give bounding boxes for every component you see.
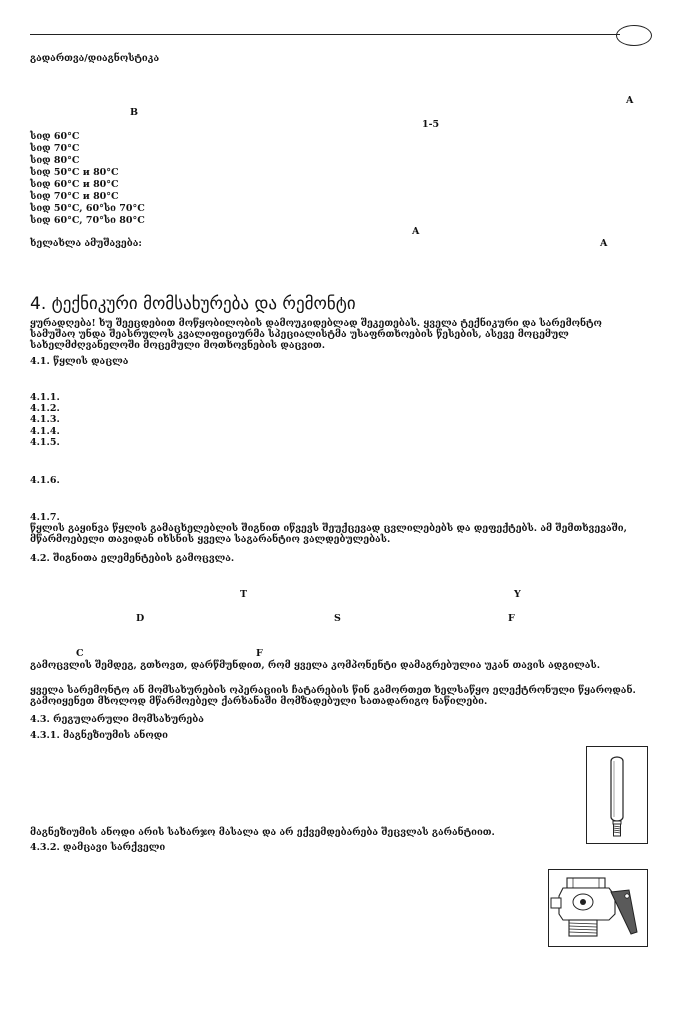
step-number: 4.1.4. (30, 426, 60, 437)
marker-t: T (240, 589, 248, 600)
anode-image (586, 746, 648, 844)
marker-a: A (412, 226, 420, 237)
subsection-title: 4.1. წყლის დაცლა (30, 356, 129, 367)
temp-item: სიდ 70°C (30, 143, 80, 154)
intro-line: ყურადღება! ხუ შეეცდებით მოწყობილობის დამოუკიდებლად შეკეთებას. ყველა ტექნიკური და სარემონტო (30, 318, 602, 329)
temp-item: სიდ 60°C, 70°სი 80°C (30, 215, 145, 226)
anode-rod-icon (587, 747, 647, 843)
temp-item: სიდ 60°C (30, 131, 80, 142)
step-number: 4.1.6. (30, 475, 60, 486)
service-line: გამოიყენეთ მხოლოდ მწარმოებელ ქარხანაში მომზადებული სათადარიგო ნაწილები. (30, 696, 488, 707)
temp-item: სიდ 70°C и 80°C (30, 191, 119, 202)
marker-s: S (334, 613, 341, 624)
marker-d: D (136, 613, 145, 624)
subsection-title: 4.3.2. დამცავი სარქველი (30, 842, 166, 853)
marker-y: Y (514, 589, 521, 600)
warning-line: წყლის გაყინვა წყლის გამაცხელებლის შიგნით იწვევს შეუქცევად ცვლილებებს და დეფექტებს. ამ შემთხვევაში, (30, 523, 627, 534)
reassembly-text: გამოცვლის შემდეგ, გთხოვთ, დარწმუნდით, რომ ყველა კომპონენტი დამაგრებულია უკან თავის ადგილას. (30, 660, 601, 671)
warning-line: მწარმოებელი თავიდან იხსნის ყველა საგარანტიო ვალდებულებას. (30, 534, 391, 545)
marker-a: A (600, 238, 608, 249)
safety-valve-icon (549, 870, 647, 946)
step-number: 4.1.7. (30, 512, 60, 523)
temp-item: სიდ 60°C и 80°C (30, 179, 119, 190)
step-number: 4.1.3. (30, 414, 60, 425)
marker-c: C (76, 648, 84, 659)
temp-item: სიდ 50°C, 60°სი 70°C (30, 203, 145, 214)
page-number-oval (616, 25, 652, 46)
temp-item: სიდ 50°C и 80°C (30, 167, 119, 178)
intro-line: სამუშაო უნდა შეასრულოს კვალიფიციურმა სპეციალისტმა უსაფრთხოების წესების, ასევე მოცემულ (30, 329, 569, 340)
header-rule (30, 34, 620, 35)
step-number: 4.1.2. (30, 403, 60, 414)
marker-range: 1-5 (422, 119, 440, 130)
subsection-title: 4.3.1. მაგნეზიუმის ანოდი (30, 730, 168, 741)
marker-b: B (130, 107, 139, 118)
step-number: 4.1.1. (30, 392, 60, 403)
marker-f: F (256, 648, 263, 659)
service-line: ყველა სარემონტო ან მომსახურების ოპერაციის ჩატარების წინ გამორთეთ ხელსაწყო ელექტრონული წყაროდან. (30, 685, 636, 696)
subsection-title: 4.2. შიგნითა ელემენტების გამოცვლა. (30, 553, 235, 564)
safety-valve-image (548, 869, 648, 947)
step-number: 4.1.5. (30, 437, 60, 448)
anode-text: მაგნეზიუმის ანოდი არის სახარჯო მასალა და არ ექვემდებარება შეცვლას გარანტიით. (30, 827, 495, 838)
marker-f: F (508, 613, 515, 624)
section-heading: 4. ტექნიკური მომსახურება და რემონტი (30, 294, 356, 314)
subsection-title: 4.3. რეგულარული მომსახურება (30, 714, 204, 725)
restart-label: ხელახლა ამუშავება: (30, 238, 142, 249)
intro-line: სახელმძღვანელოში მოცემული მოთხოვნების დაცვით. (30, 340, 326, 351)
section-title: გადართვა/დიაგნოსტიკა (30, 53, 160, 64)
marker-a: A (626, 95, 634, 106)
temp-item: სიდ 80°C (30, 155, 80, 166)
